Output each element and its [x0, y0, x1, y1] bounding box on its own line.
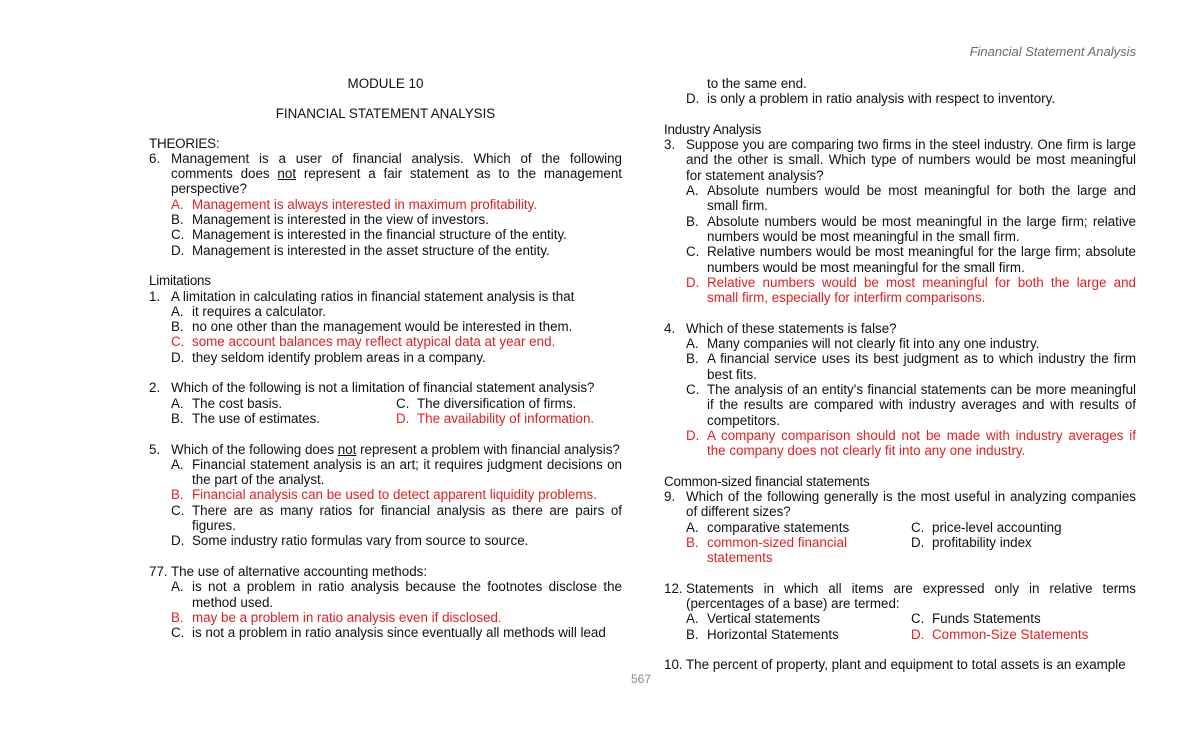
- option-grid: [664, 535, 1136, 566]
- option-c: C. Management is interested in the financial structure of the entity.: [171, 227, 567, 243]
- option-c-answer: C. some account balances may reflect atypical data at year end.: [171, 334, 556, 350]
- section-heading: Limitations: [149, 273, 211, 289]
- section-heading: Common-sized financial statements: [664, 473, 870, 489]
- left-column: [149, 76, 622, 640]
- option-grid: [664, 627, 1136, 642]
- question-6: [149, 151, 622, 197]
- page-title: FINANCIAL STATEMENT ANALYSIS: [275, 105, 496, 121]
- option-d-answer: D. Relative numbers would be most meaningful for both the large and small firm, especially for interfirm comparisons.: [686, 274, 1136, 306]
- theories-section: [149, 136, 622, 258]
- industry-analysis-section: [664, 122, 1136, 459]
- option-b-answer: B. Financial analysis can be used to detect apparent liquidity problems.: [171, 487, 597, 503]
- option-a: A. Financial statement analysis is an art; it requires judgment decisions on the part of the analyst.: [171, 456, 622, 488]
- option-b: B. A financial service uses its best judgment as to which industry the firm best fits.: [686, 351, 1136, 382]
- option-b: B. Management is interested in the view of investors.: [171, 212, 489, 228]
- option-a: A. Many companies will not clearly fit into any one industry.: [686, 336, 1040, 352]
- question-10: 10. The percent of property, plant and equipment to total assets is an example: [664, 657, 1126, 673]
- option-b: B. no one other than the management would be interested in them.: [171, 319, 573, 335]
- page-number: 567: [630, 672, 652, 686]
- option-grid: [149, 411, 622, 426]
- option-d: D. Some industry ratio formulas vary from source to source.: [171, 533, 529, 549]
- option-c: C. Funds Statements: [911, 611, 1041, 627]
- option-d: D. is only a problem in ratio analysis with respect to inventory.: [686, 91, 1056, 107]
- question-4: 4. Which of these statements is false? A. Many companies will not clearly fit into any one industry. B. A financial service uses its best judgment as to which industry the firm best fits. C. The analysis of an entity's financial statements can be more meaningful if the results are compared with industry averages and with results of competitors. D. A company comparison should not be made with industry averages if the company does not clearly fit into any one industry.: [664, 320, 1136, 459]
- question-text: Management is a user of financial analysis. Which of the following comments does not represent a fair statement as to the management perspective?: [171, 150, 622, 197]
- option-c: C. The diversification of firms.: [396, 395, 577, 411]
- question-12: 12. Statements in which all items are expressed only in relative terms (percentages of a base) are termed: A. Vertical statements C. Funds Statements B. Horizontal Statements D. Common-Size Statements: [664, 580, 1136, 642]
- option-c: C. price-level accounting: [911, 519, 1062, 535]
- option-c: C. is not a problem in ratio analysis since eventually all methods will lead: [171, 625, 606, 641]
- option-c: C. The analysis of an entity's financial statements can be more meaningful if the results are compared with industry averages and with results of competitors.: [686, 381, 1136, 428]
- module-title: MODULE 10: [347, 76, 424, 91]
- option-a: A. Absolute numbers would be most meaningful for both the large and small firm.: [686, 183, 1136, 214]
- option-d: D. Management is interested in the asset structure of the entity.: [171, 242, 550, 258]
- limitations-section: [149, 273, 622, 640]
- option-a: A. The cost basis.: [171, 395, 283, 411]
- question-1: 1. A limitation in calculating ratios in financial statement analysis is that: [149, 288, 575, 304]
- option-a: A. Vertical statements: [686, 611, 821, 627]
- option-c: C. There are as many ratios for financial analysis as there are pairs of figures.: [171, 502, 622, 534]
- section-heading: THEORIES:: [149, 135, 220, 151]
- question-number: 6.: [149, 150, 161, 166]
- option-c: C. Relative numbers would be most meaningful for the large firm; absolute numbers would be most meaningful for the small firm.: [686, 244, 1136, 275]
- option-a: A. it requires a calculator.: [171, 303, 326, 319]
- option-grid: [664, 611, 1136, 626]
- option-d-answer: D. Common-Size Statements: [911, 626, 1089, 642]
- question-2: 2. Which of the following is not a limitation of financial statement analysis? A. The cost basis. C. The diversification of firms. B. The use of estimates. D. The availability of information.: [149, 380, 622, 426]
- option-b: B. The use of estimates.: [171, 410, 321, 426]
- continuation-text: to the same end.: [707, 76, 807, 91]
- option-grid: [149, 396, 622, 411]
- option-a-answer: A. Management is always interested in maximum profitability.: [171, 196, 538, 212]
- section-heading: Industry Analysis: [664, 121, 762, 137]
- option-b: B. Horizontal Statements: [686, 626, 839, 642]
- option-grid: [664, 520, 1136, 535]
- option-d: D. profitability index: [911, 534, 1032, 550]
- option-d-answer: D. A company comparison should not be made with industry averages if the company does not clearly fit into any one industry.: [686, 427, 1136, 459]
- option-d-answer: D. The availability of information.: [396, 410, 595, 426]
- option-d: D. they seldom identify problem areas in a company.: [171, 349, 486, 365]
- option-b: B. Absolute numbers would be most meaningful in the large firm; relative numbers would be most meaningful in the small firm.: [686, 213, 1136, 244]
- question-3: 3. Suppose you are comparing two firms in the steel industry. One firm is large and the other is small. Which type of numbers would be most meaningful for statement analysis?: [664, 137, 1136, 183]
- right-column: [664, 76, 1136, 673]
- option-a: A. is not a problem in ratio analysis because the footnotes disclose the method used.: [171, 579, 622, 610]
- running-header: Financial Statement Analysis: [969, 44, 1136, 59]
- question-9: 9. Which of the following generally is the most useful in analyzing companies of different sizes?: [664, 489, 1136, 520]
- common-sized-section: [664, 474, 1136, 673]
- question-5: 5. Which of the following does not represent a problem with financial analysis? A. Financial statement analysis is an art; it requires judgment decisions on the part of the analyst. B. Financial analysis can be used to detect apparent liquidity problems. C. There are as many ratios for financial analysis as there are pairs of figures. D. Some industry ratio formulas vary from source to source.: [149, 441, 622, 549]
- option-a: A. comparative statements: [686, 519, 850, 535]
- option-b-answer: B. common-sized financial statements: [686, 534, 847, 566]
- question-77: 77. The use of alternative accounting methods: A. is not a problem in ratio analysis because the footnotes disclose the method used. B. may be a problem in ratio analysis even if disclosed. C. is not a problem in ratio analysis since eventually all methods will lead: [149, 563, 622, 641]
- option-b-answer: B. may be a problem in ratio analysis even if disclosed.: [171, 609, 502, 625]
